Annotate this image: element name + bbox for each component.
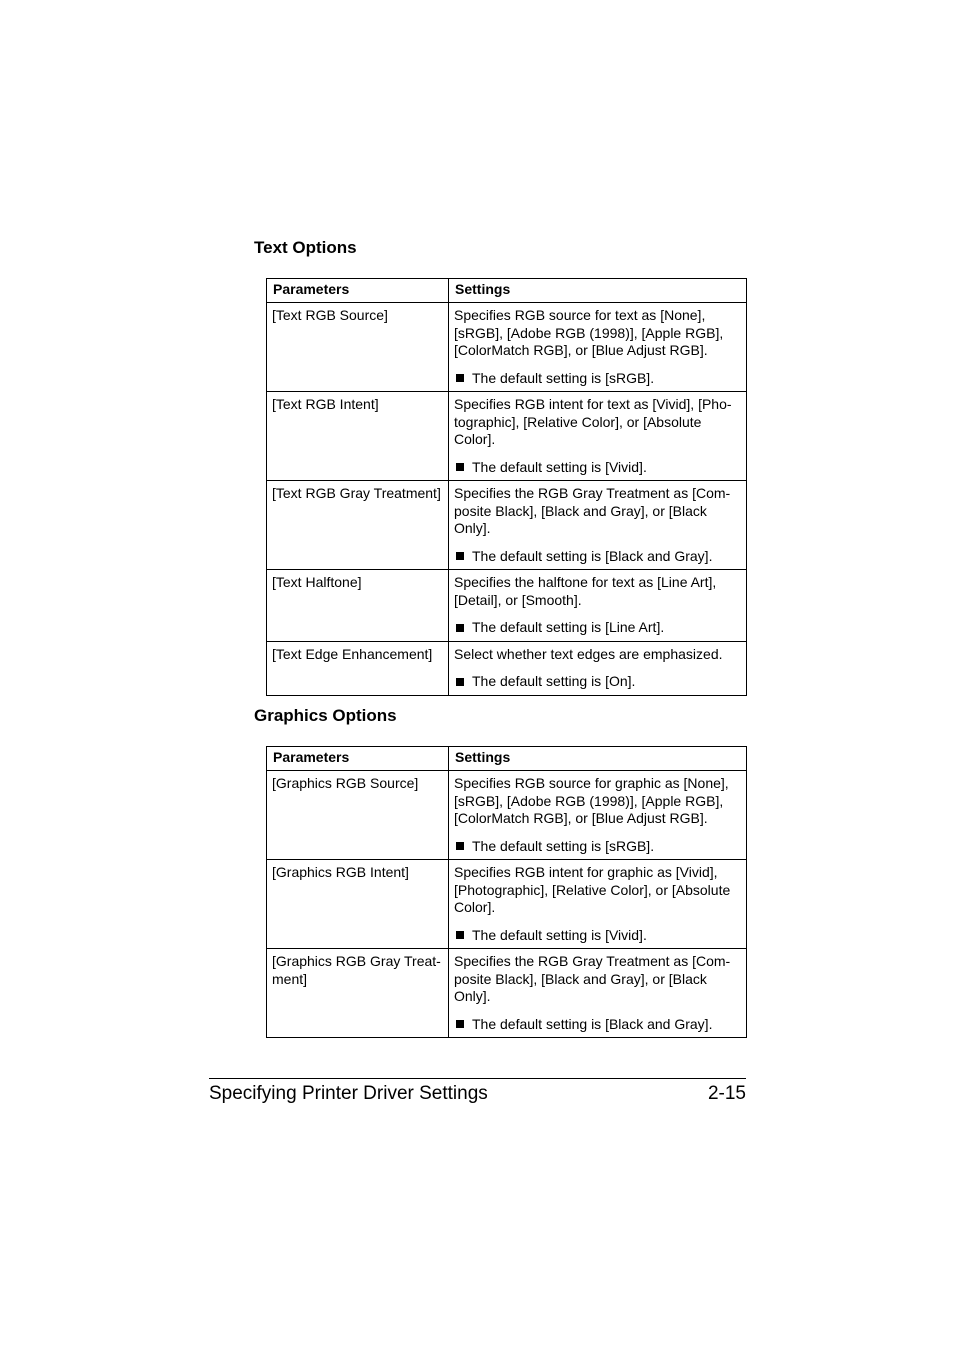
parameters-header: Parameters	[267, 279, 449, 303]
setting-cell	[449, 949, 747, 1038]
setting-description: Specifies the RGB Gray Treatment as [Composite Black], [Black and Gray], or [Black Only].	[454, 953, 731, 1004]
page-number: 2-15	[707, 1083, 746, 1104]
square-bullet-icon	[456, 931, 464, 939]
setting-cell	[449, 570, 747, 642]
setting-cell	[449, 771, 747, 860]
table-row	[267, 771, 747, 860]
parameter-name: [Text Edge Enhancement]	[267, 641, 449, 695]
table-row	[267, 641, 747, 695]
default-setting	[454, 927, 741, 945]
default-setting-text: The default setting is [Black and Gray].	[472, 547, 713, 564]
default-setting	[454, 1016, 741, 1034]
table-row	[267, 860, 747, 949]
default-setting	[454, 370, 741, 388]
text-options-title: Text Options	[254, 238, 357, 257]
default-setting	[454, 838, 741, 856]
default-setting-text: The default setting is [Line Art].	[472, 619, 665, 635]
parameter-name: [Text RGB Gray Treatment]	[267, 481, 449, 570]
table-row	[267, 303, 747, 392]
parameter-name: [Text Halftone]	[267, 570, 449, 642]
square-bullet-icon	[456, 842, 464, 850]
default-setting	[454, 548, 741, 566]
setting-cell	[449, 641, 747, 695]
default-setting	[454, 619, 741, 637]
settings-header: Settings	[449, 747, 747, 771]
default-setting	[454, 459, 741, 477]
setting-description: Specifies RGB source for text as [None], [sRGB], [Adobe RGB (1998)], [Apple RGB], [ColorMatch RGB], or [Blue Adjust RGB].	[454, 307, 724, 358]
square-bullet-icon	[456, 624, 464, 632]
default-setting-text: The default setting is [sRGB].	[472, 837, 655, 854]
table-header-row	[267, 279, 747, 303]
text-options-table	[266, 278, 747, 696]
square-bullet-icon	[456, 552, 464, 560]
table-row	[267, 570, 747, 642]
parameter-name: [Graphics RGB Gray Treatment]	[267, 949, 449, 1038]
parameter-name: [Text RGB Intent]	[267, 392, 449, 481]
footer-title: Specifying Printer Driver Settings	[209, 1083, 488, 1104]
table-row	[267, 481, 747, 570]
table-row	[267, 392, 747, 481]
parameter-name: [Graphics RGB Source]	[267, 771, 449, 860]
parameter-name: [Text RGB Source]	[267, 303, 449, 392]
default-setting-text: The default setting is [Vivid].	[472, 458, 647, 475]
default-setting-text: The default setting is [On].	[472, 673, 636, 689]
graphics-options-title: Graphics Options	[254, 706, 397, 725]
setting-description: Select whether text edges are emphasized.	[454, 645, 723, 662]
square-bullet-icon	[456, 1020, 464, 1028]
square-bullet-icon	[456, 374, 464, 382]
setting-cell	[449, 860, 747, 949]
default-setting-text: The default setting is [Vivid].	[472, 926, 647, 943]
setting-cell	[449, 481, 747, 570]
default-setting-text: The default setting is [sRGB].	[472, 369, 655, 386]
parameter-name: [Graphics RGB Intent]	[267, 860, 449, 949]
setting-cell	[449, 392, 747, 481]
setting-description: Specifies RGB intent for graphic as [Vivid], [Photographic], [Relative Color], or [Absolute Color].	[454, 864, 731, 915]
square-bullet-icon	[456, 463, 464, 471]
table-row	[267, 949, 747, 1038]
default-setting	[454, 673, 741, 691]
settings-header: Settings	[449, 279, 747, 303]
table-header-row	[267, 747, 747, 771]
setting-cell	[449, 303, 747, 392]
graphics-options-table	[266, 746, 747, 1038]
square-bullet-icon	[456, 678, 464, 686]
setting-description: Specifies RGB intent for text as [Vivid], [Photographic], [Relative Color], or [Absolute Color].	[454, 396, 732, 447]
setting-description: Specifies the halftone for text as [Line Art], [Detail], or [Smooth].	[454, 574, 717, 608]
setting-description: Specifies RGB source for graphic as [None], [sRGB], [Adobe RGB (1998)], [Apple RGB], [ColorMatch RGB], or [Blue Adjust RGB].	[454, 775, 729, 826]
default-setting-text: The default setting is [Black and Gray].	[472, 1015, 713, 1032]
parameters-header: Parameters	[267, 747, 449, 771]
footer-divider	[209, 1078, 746, 1079]
setting-description: Specifies the RGB Gray Treatment as [Composite Black], [Black and Gray], or [Black Only].	[454, 485, 731, 536]
